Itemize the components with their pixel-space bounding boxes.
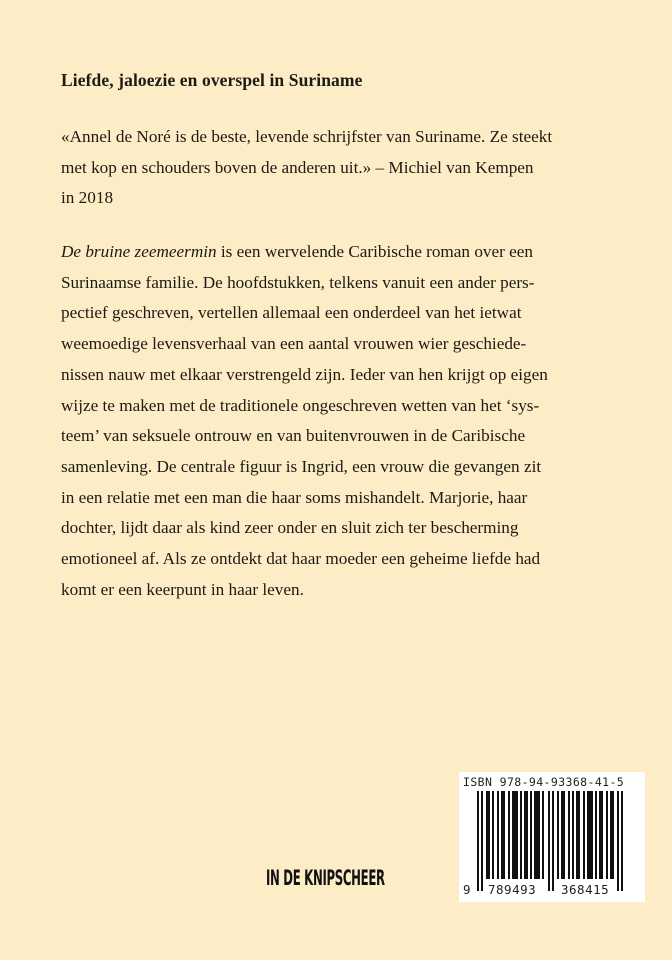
book-description — [61, 237, 631, 605]
isbn-barcode — [459, 772, 645, 902]
quote-line: met kop en schouders boven de anderen uit.» – Michiel van Kempen — [61, 157, 534, 177]
description-line — [61, 237, 631, 268]
barcode-digit-first: 9 — [463, 882, 471, 897]
barcode-bars-icon — [477, 791, 629, 891]
description-line: emotioneel af. Als ze ontdekt dat haar moeder een geheime liefde had — [61, 549, 541, 569]
isbn-label: ISBN 978-94-93368-41-5 — [463, 775, 625, 789]
description-line: teem’ van seksuele ontrouw en van buitenvrouwen in de Caribische — [61, 426, 526, 446]
description-line: komt er een keerpunt in haar leven. — [61, 579, 304, 599]
description-text: is een wervelende Caribische roman over een — [216, 242, 534, 261]
barcode-digits-left: 789493 — [488, 882, 537, 897]
book-title: De bruine zeemeermin — [61, 242, 217, 261]
description-line: pectief geschreven, vertellen allemaal een onderdeel van het ietwat — [61, 303, 522, 323]
quote-line: «Annel de Noré is de beste, levende schrijfster van Suriname. Ze steekt — [61, 127, 553, 146]
review-quote — [61, 122, 621, 214]
description-line: samenleving. De centrale figuur is Ingrid, een vrouw die gevangen zit — [61, 456, 542, 476]
quote-line: in 2018 — [61, 188, 114, 207]
description-line: Surinaamse familie. De hoofdstukken, telkens vanuit een ander pers- — [61, 272, 535, 292]
publisher-logo: IN DE KNIPSCHEER — [266, 866, 385, 890]
description-line: dochter, lijdt daar als kind zeer onder en sluit zich ter bescherming — [61, 518, 519, 538]
tagline-heading: Liefde, jaloezie en overspel in Suriname — [61, 70, 363, 90]
description-line: weemoedige levensverhaal van een aantal vrouwen wier geschiede- — [61, 334, 527, 354]
barcode-digits-right: 368415 — [561, 882, 610, 897]
description-line: nissen nauw met elkaar verstrengeld zijn. Ieder van hen krijgt op eigen — [61, 364, 548, 384]
description-line: wijze te maken met de traditionele ongeschreven wetten van het ‘sys- — [61, 395, 540, 415]
description-line: in een relatie met een man die haar soms mishandelt. Marjorie, haar — [61, 487, 528, 507]
